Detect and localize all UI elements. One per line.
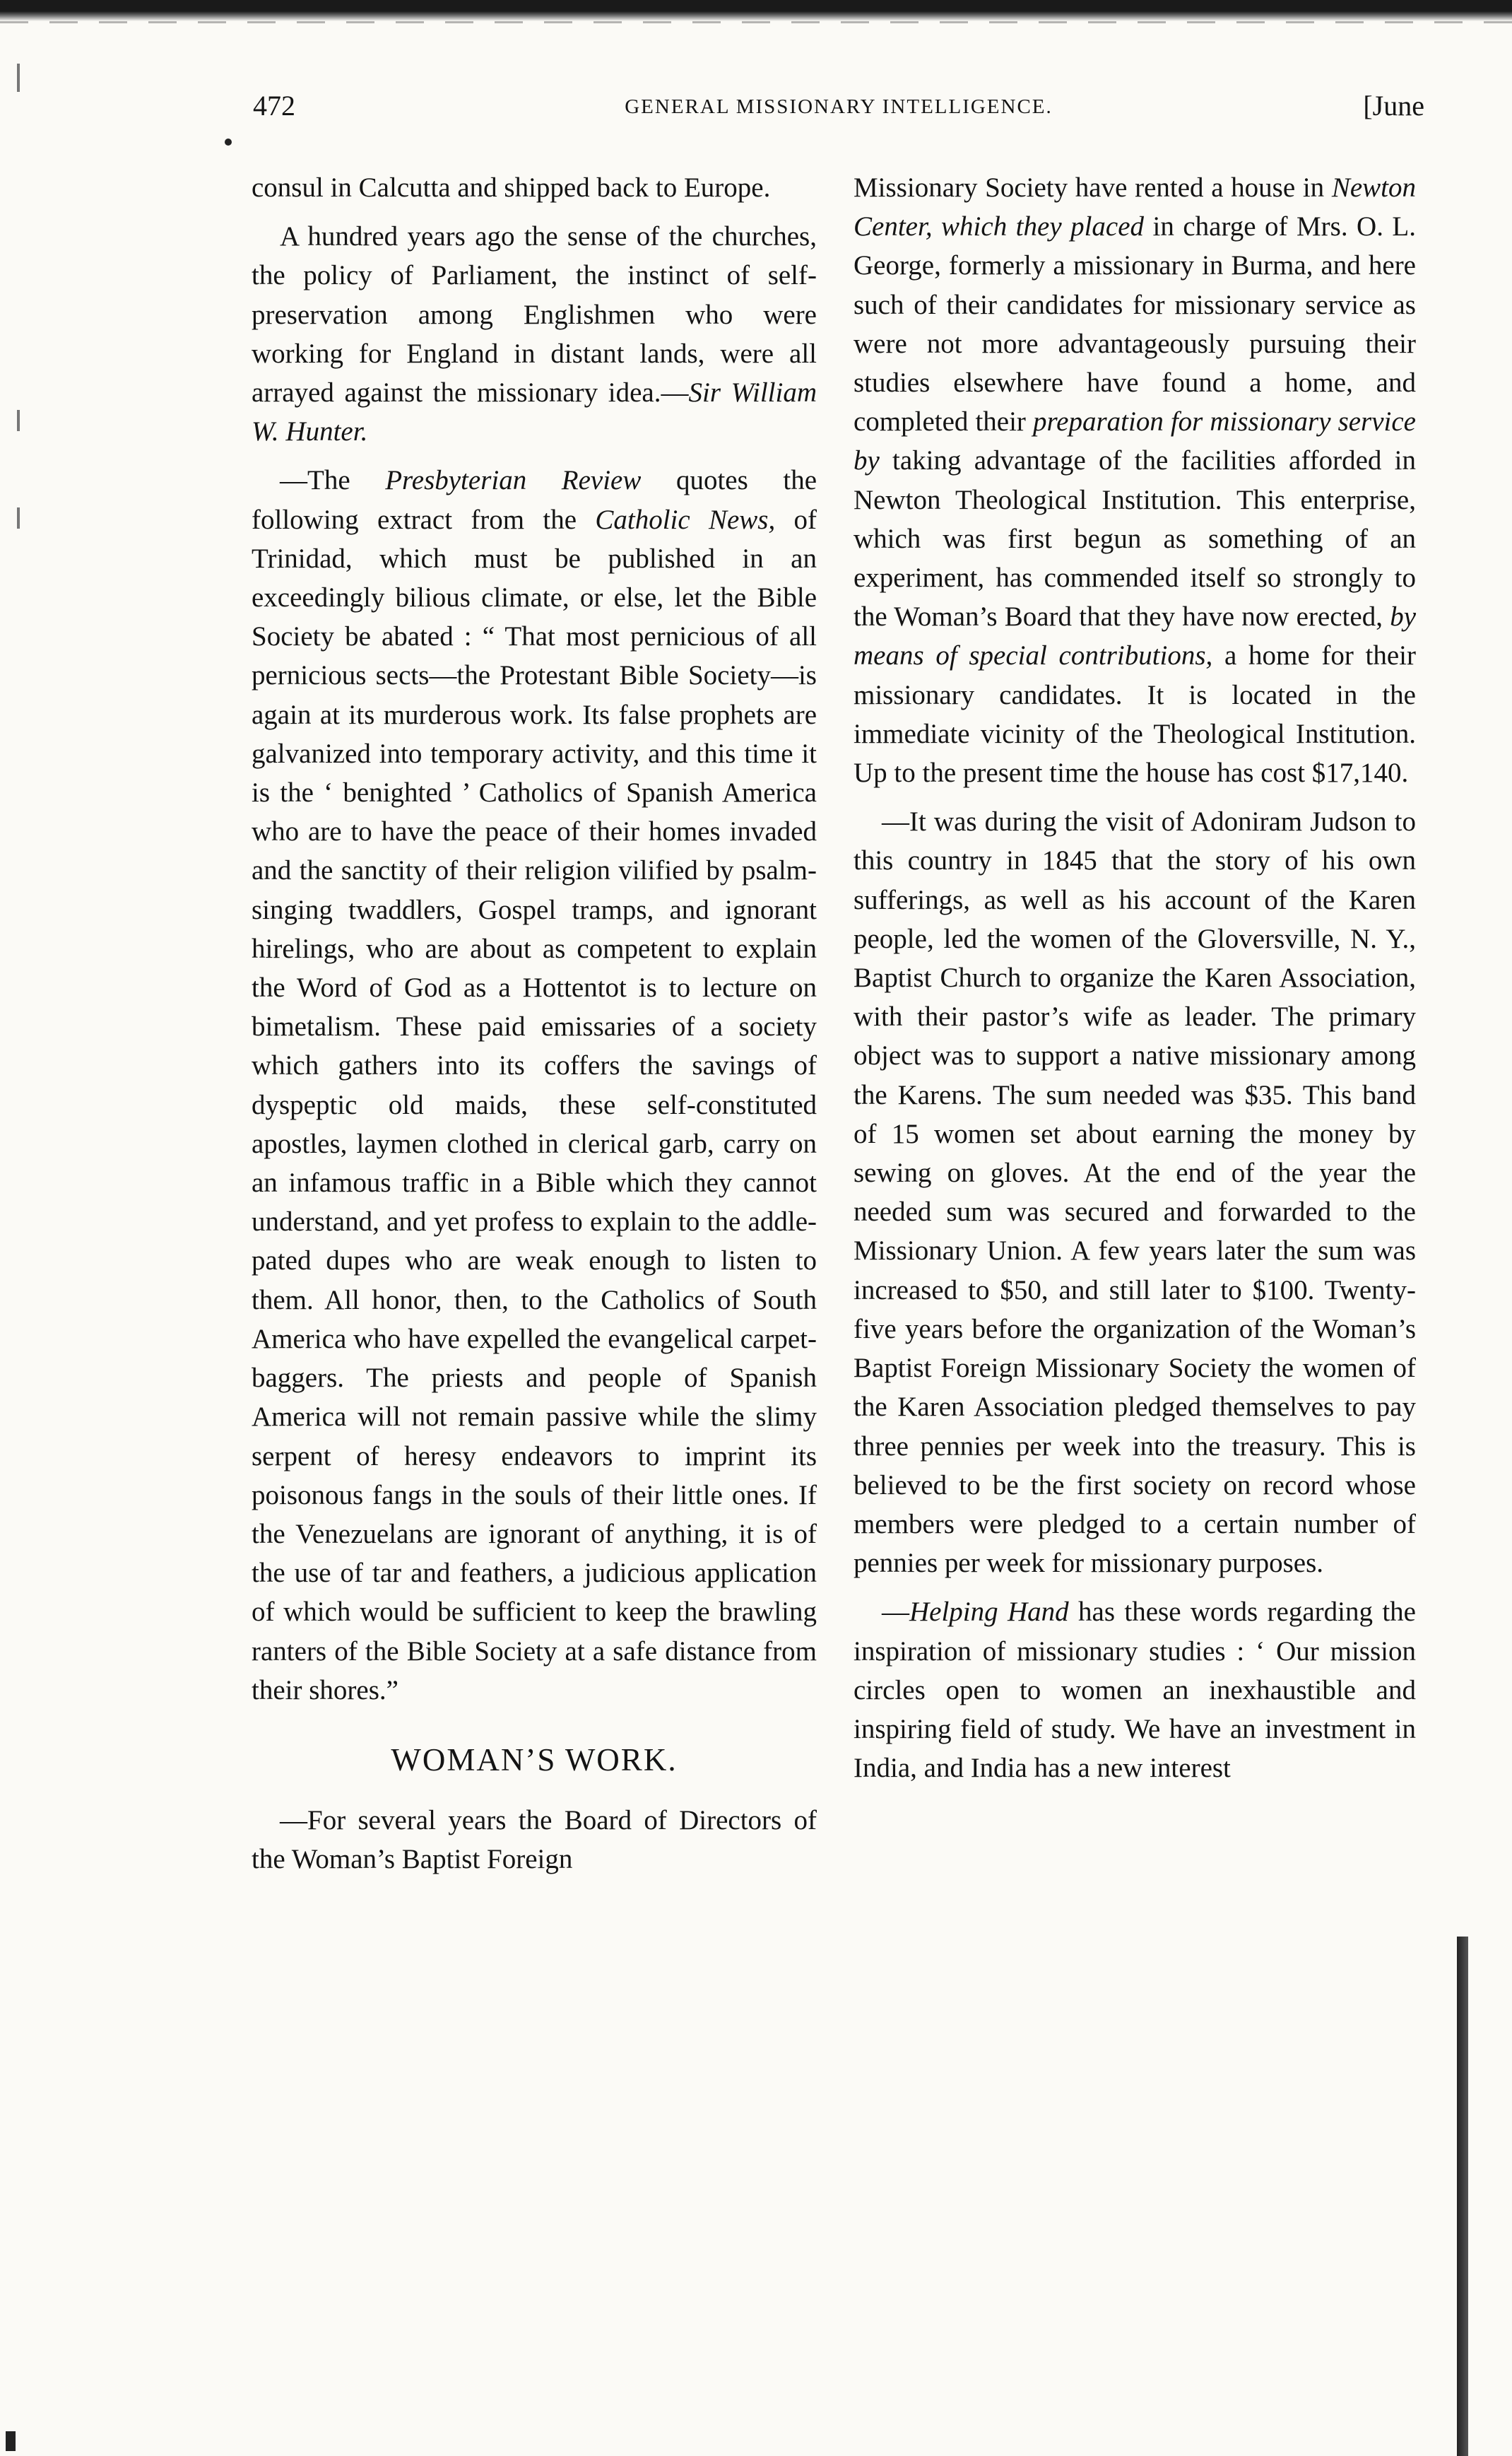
publication-name: Helping Hand xyxy=(909,1597,1069,1628)
paragraph xyxy=(252,217,817,451)
paragraph-text: of Trinidad, which must be published in an exceedingly bilious climate, or else, let the Bible Society be abated : “ That most pernicious of all pernicious sects—the Protestant Bible Society—is again at its murderous work. Its false prophets are galvanized into temporary activity, and this time it is the ‘ benighted ’ Catholics of Spanish America who are to have the peace of their homes invaded and the sanctity of their religion vilified by psalm-singing twaddlers, Gospel tramps, and ignorant hirelings, who are about as competent to explain the Word of God as a Hottentot is to lecture on bimetalism. These paid emissaries of a society which gathers into its coffers the savings of dyspeptic old maids, these self-constituted apostles, laymen clothed in clerical garb, carry on an infamous traffic in a Bible which they cannot understand, and yet profess to explain to the addle-pated dupes who are weak enough to listen to them. All honor, then, to the Catholics of South America who have expelled the evangelical carpet-baggers. The priests and people of Spanish America will not remain passive while the slimy serpent of heresy endeavors to imprint its poisonous fangs in the souls of their little ones. If the Venezuelans are ignorant of anything, it is of the use of tar and feathers, a judicious application of which would be sufficient to keep the brawling ranters of the Bible Society at a safe distance from their shores.” xyxy=(252,504,817,1705)
emphasis-text: by means of special contributions, xyxy=(854,601,1416,671)
page-header xyxy=(253,89,1424,131)
emphasis-text: preparation for missionary service by xyxy=(854,406,1416,476)
issue-month: [June xyxy=(1363,90,1424,122)
paragraph-text: A hundred years ago the sense of the churches, the policy of Parliament, the instinct of self-preservation among Englishmen who were working for England in distant lands, were all arrayed against the missionary idea.— xyxy=(252,221,817,409)
publication-name: Presbyterian Review xyxy=(385,465,642,496)
paragraph-text: — xyxy=(882,1597,909,1628)
paragraph-text: a home for their missionary candidates. It is located in the immediate vicinity of the Theological Institution. Up to the present time the house has cost $17,140. xyxy=(854,640,1416,789)
margin-mark xyxy=(17,507,20,529)
margin-dot xyxy=(225,139,232,146)
bottom-margin-mark xyxy=(6,2431,16,2451)
margin-mark xyxy=(17,64,20,92)
running-head: GENERAL MISSIONARY INTELLIGENCE. xyxy=(625,95,1053,118)
author-attribution: Sir William W. Hunter. xyxy=(252,377,817,447)
top-border-rule xyxy=(0,0,1512,21)
left-column xyxy=(252,168,817,1879)
section-heading: WOMAN’S WORK. xyxy=(391,1741,678,1778)
paragraph-text: quotes the following extract from the xyxy=(252,465,817,535)
paragraph-text: taking advantage of the facilities afforded in Newton Theological Institution. This enterprise, which was first begun as something of an experiment, has commended itself so strongly to the Woman’s Board that they have now erected, xyxy=(854,445,1416,633)
paragraph-text: has these words regarding the inspiration of missionary studies : ‘ Our mission circles open to women an inexhaustible and inspiring field of study. We have an investment in India, and India has a new interest xyxy=(854,1597,1416,1784)
paragraph: —For several years the Board of Directors of the Woman’s Baptist Foreign xyxy=(252,1804,817,1875)
paragraph xyxy=(854,1592,1416,1787)
margin-mark xyxy=(17,410,20,431)
paragraph xyxy=(252,461,817,1710)
right-column xyxy=(854,168,1416,1787)
paragraph-text: in charge of Mrs. O. L. George, formerly a missionary in Burma, and here such of their candidates for missionary service as were not more advantageously pursuing their studies elsewhere have found a home, and completed their xyxy=(854,211,1416,437)
paragraph: consul in Calcutta and shipped back to Europe. xyxy=(252,172,771,203)
paragraph-text: Missionary Society have rented a house in xyxy=(854,172,1332,203)
emphasis-text: Newton Center, which they placed xyxy=(854,172,1416,242)
top-dash-rule xyxy=(0,21,1512,23)
right-edge-rule xyxy=(1457,1937,1468,2456)
paragraph xyxy=(854,168,1416,792)
paragraph-text: —The xyxy=(280,465,386,496)
publication-name: Catholic News, xyxy=(595,504,776,535)
page-number: 472 xyxy=(253,90,295,122)
paragraph: —It was during the visit of Adoniram Judson to this country in 1845 that the story of his own sufferings, as well as his account of the Karen people, led the women of the Gloversville, N. Y., Baptist Church to organize the Karen Association, with their pastor’s wife as leader. The primary object was to support a native missionary among the Karens. The sum needed was $35. This band of 15 women set about earning the money by sewing on gloves. At the end of the year the needed sum was secured and forwarded to the Missionary Union. A few years later the sum was increased to $50, and still later to $100. Twenty-five years before the organization of the Woman’s Baptist Foreign Missionary Society the women of the Karen Association pledged themselves to pay three pennies per week into the treasury. This is believed to be the first society on record whose members were pledged to a certain number of pennies per week for missionary purposes. xyxy=(854,806,1416,1579)
